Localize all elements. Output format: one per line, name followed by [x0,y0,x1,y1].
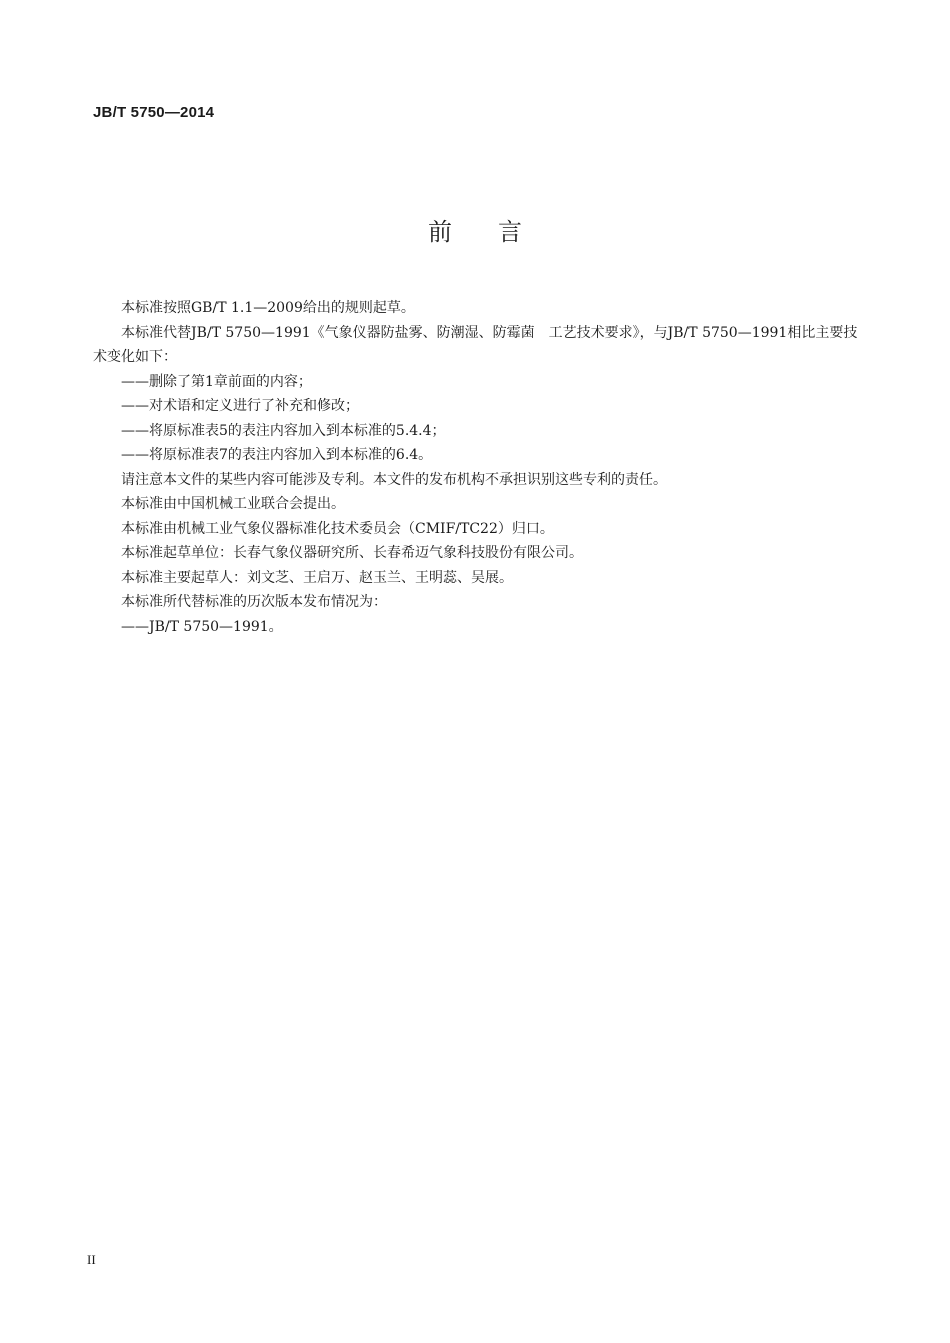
paragraph-drafters: 本标准主要起草人：刘文芝、王启万、赵玉兰、王明蕊、吴展。 [121,569,513,586]
page-title: 前言 [428,218,568,246]
change-item-2: ——对术语和定义进行了补充和修改； [121,398,359,414]
change-item-1: ——删除了第1章前面的内容； [121,373,312,390]
paragraph-previous-editions: 本标准所代替标准的历次版本发布情况为： [121,594,387,610]
change-item-3: ——将原标准表5的表注内容加入到本标准的5.4.4； [121,422,446,439]
paragraph-proposed-by: 本标准由中国机械工业联合会提出。 [121,496,345,512]
page-number: II [87,1252,96,1267]
paragraph-replaces-standard: 本标准代替JB/T 5750—1991《气象仪器防盐雾、防潮湿、防霉菌 工艺技术要求》，与JB/T 5750—1991相比主要技术变化如下： [93,324,858,365]
paragraph-managed-by: 本标准由机械工业气象仪器标准化技术委员会（CMIF/TC22）归口。 [121,520,554,537]
paragraph-drafting-rules: 本标准按照GB/T 1.1—2009给出的规则起草。 [121,300,415,316]
change-item-4: ——将原标准表7的表注内容加入到本标准的6.4。 [121,447,433,463]
foreword-body [93,296,863,639]
previous-edition-item: ——JB/T 5750—1991。 [121,618,283,635]
paragraph-drafting-units: 本标准起草单位：长春气象仪器研究所、长春希迈气象科技股份有限公司。 [121,545,583,561]
paragraph-patent-notice: 请注意本文件的某些内容可能涉及专利。本文件的发布机构不承担识别这些专利的责任。 [121,471,667,488]
standard-code-header: JB/T 5750—2014 [93,104,215,121]
